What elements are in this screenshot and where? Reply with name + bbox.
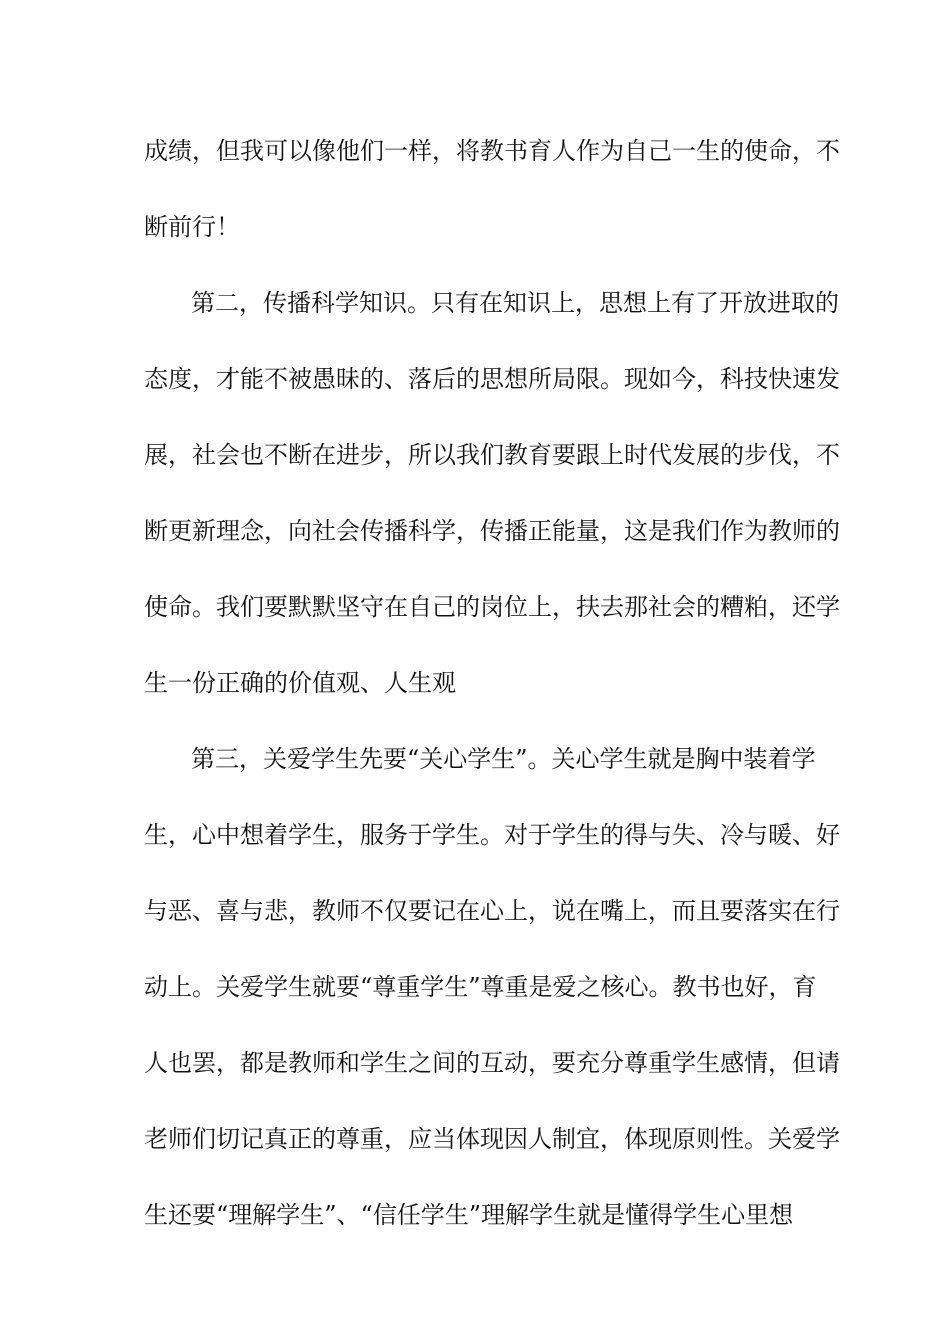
text-line: 动上。关爱学生就要“尊重学生”尊重是爱之核心。教书也好，育 [144, 973, 817, 1001]
text-line: 与恶、喜与悲，教师不仅要记在心上，说在嘴上，而且要落实在行 [144, 897, 840, 925]
text-line: 展，社会也不断在进步，所以我们教育要跟上时代发展的步伐，不 [144, 441, 840, 469]
text-line: 成绩，但我可以像他们一样，将教书育人作为自己一生的使命，不 [144, 137, 840, 165]
text-line: 生，心中想着学生，服务于学生。对于学生的得与失、冷与暖、好 [144, 821, 840, 849]
text-line: 人也罢，都是教师和学生之间的互动，要充分尊重学生感情，但请 [144, 1049, 840, 1077]
text-line: 态度，才能不被愚昧的、落后的思想所局限。现如今，科技快速发 [144, 365, 840, 393]
text-line: 老师们切记真正的尊重，应当体现因人制宜，体现原则性。关爱学 [144, 1125, 840, 1153]
text-line: 生还要“理解学生”、“信任学生”理解学生就是懂得学生心里想 [144, 1201, 794, 1229]
paragraph-start-line: 第二，传播科学知识。只有在知识上，思想上有了开放进取的 [191, 289, 839, 317]
text-line: 生一份正确的价值观、人生观 [144, 669, 456, 697]
text-line: 使命。我们要默默坚守在自己的岗位上，扶去那社会的糟粕，还学 [144, 593, 840, 621]
text-line: 断更新理念，向社会传播科学，传播正能量，这是我们作为教师的 [144, 517, 840, 545]
text-line: 断前行！ [144, 213, 240, 241]
paragraph-start-line: 第三，关爱学生先要“关心学生”。关心学生就是胸中装着学 [191, 745, 816, 773]
